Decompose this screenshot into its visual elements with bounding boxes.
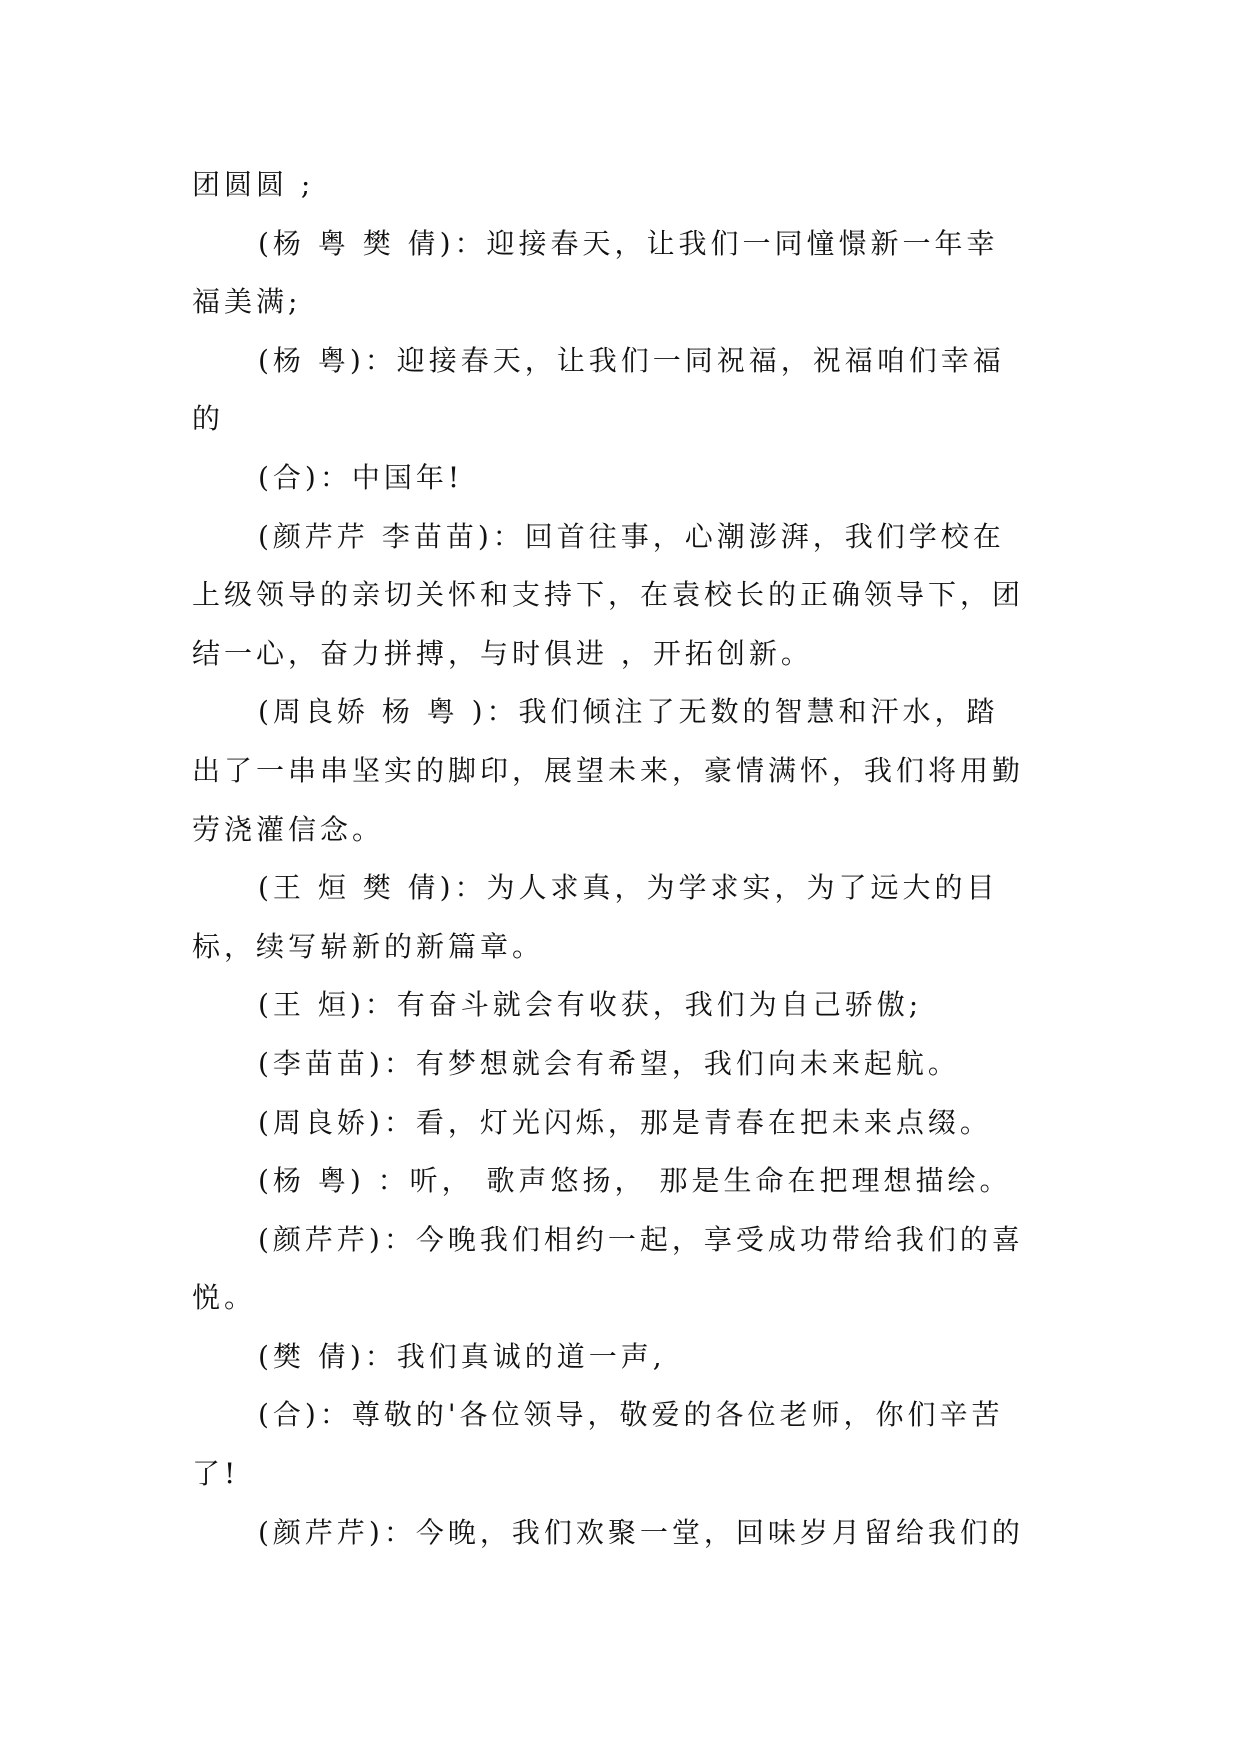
text-line: (王 烜)：有奋斗就会有收获，我们为自己骄傲; xyxy=(258,988,923,1022)
text-line: (周良娇 杨 粤 )：我们倾注了无数的智慧和汗水，踏 xyxy=(258,695,999,729)
text-line: 了! xyxy=(192,1457,240,1491)
text-line: 劳浇灌信念。 xyxy=(192,812,385,846)
text-line: (杨 粤) ：听， 歌声悠扬， 那是生命在把理想描绘。 xyxy=(258,1164,1012,1198)
text-line: 标，续写崭新的新篇章。 xyxy=(192,929,545,963)
text-line: (颜芹芹 李苗苗)：回首往事，心潮澎湃，我们学校在 xyxy=(258,519,1005,553)
text-line: (周良娇)：看，灯光闪烁，那是青春在把未来点缀。 xyxy=(258,1105,992,1139)
text-line: 团圆圆 ; xyxy=(192,168,315,201)
text-line: (杨 粤)：迎接春天，让我们一同祝福，祝福咱们幸福 xyxy=(258,343,1005,377)
text-line: 悦。 xyxy=(192,1281,257,1315)
text-line: 结一心，奋力拼搏，与时俱进 ，开拓创新。 xyxy=(192,636,813,670)
text-line: (颜芹芹)：今晚我们相约一起，享受成功带给我们的喜 xyxy=(258,1222,1024,1256)
text-line: (王 烜 樊 倩)：为人求真，为学求实，为了远大的目 xyxy=(258,871,999,905)
text-line: 的 xyxy=(192,402,225,436)
text-line: (樊 倩)：我们真诚的道一声, xyxy=(258,1339,666,1373)
text-line: (李苗苗)：有梦想就会有希望，我们向未来起航。 xyxy=(258,1046,960,1080)
text-line: 福美满; xyxy=(192,285,302,319)
document-body xyxy=(192,156,1052,1562)
text-line: (杨 粤 樊 倩)：迎接春天，让我们一同憧憬新一年幸 xyxy=(258,226,999,260)
text-line: (颜芹芹)：今晚，我们欢聚一堂，回味岁月留给我们的 xyxy=(258,1515,1024,1549)
text-line: 上级领导的亲切关怀和支持下，在袁校长的正确领导下，团 xyxy=(192,578,1025,612)
text-line: (合)：尊敬的'各位领导，敬爱的各位老师，你们辛苦 xyxy=(258,1398,1004,1432)
text-line: (合)：中国年! xyxy=(258,460,464,494)
text-line: 出了一串串坚实的脚印，展望未来，豪情满怀，我们将用勤 xyxy=(192,753,1025,787)
